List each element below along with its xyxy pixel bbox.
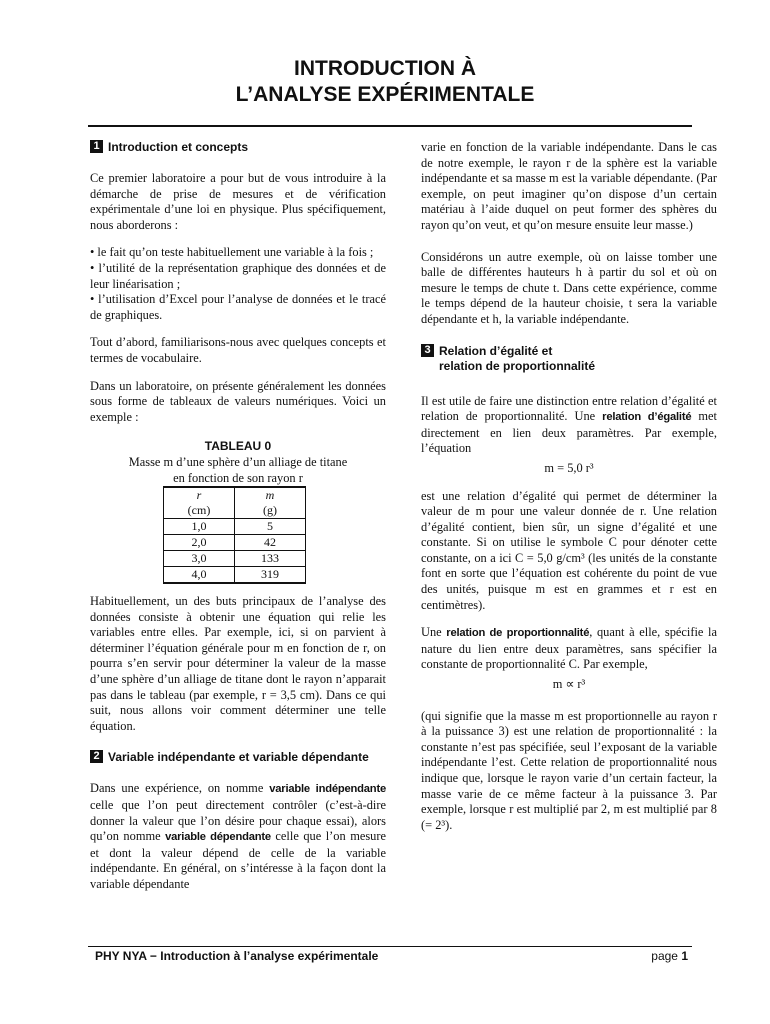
section-3-number: 3 — [421, 344, 434, 357]
section-2-number: 2 — [90, 750, 103, 763]
equation-proportionality: m ∝ r³ — [552, 677, 586, 692]
table-cell-m: 133 — [235, 551, 306, 567]
bullet-item: • l’utilisation d’Excel pour l’analyse de données et le tracé de graphiques. — [90, 292, 386, 322]
page-title — [0, 56, 770, 108]
data-table — [163, 486, 306, 584]
section-1-heading — [90, 140, 386, 155]
table-caption-line-1: Masse m d’une sphère d’un alliage de titane — [128, 454, 348, 469]
table-caption-line-2: en fonction de son rayon r — [173, 470, 303, 485]
column-header-m: m — [235, 487, 306, 503]
table-row — [164, 567, 306, 584]
table-cell-m: 5 — [235, 519, 306, 535]
table-row — [164, 519, 306, 535]
falling-ball-paragraph: Considérons un autre exemple, où on laisse tomber une balle de différentes hauteurs h à partir du sol et où on mesure le temps de chute t. Dans cette expérience, comme le temps dépend de la hauteur choisie, t sera la variable dépendante et h, la variable indépendante. — [421, 249, 717, 326]
analysis-paragraph: Habituellement, un des buts principaux de l’analyse des données consiste à obtenir une équation qui relie les variables entre elles. Par exemple, ici, si on parvient à déterminer l’équation générale pour m en fonction de r, on pourra s’en servir pour déterminer la valeur de la masse d’une sphère d’un alliage de titane dont le rayon n’apparait pas dans le tableau (par exemple, r = 3,5 cm). Dans ce qui suit, nous allons voir comment déterminer une telle équation. — [90, 594, 386, 733]
equation-equality: m = 5,0 r³ — [544, 460, 594, 475]
table-cell-m: 42 — [235, 535, 306, 551]
footer-rule — [88, 946, 692, 947]
column-unit-m: (g) — [235, 503, 306, 519]
title-rule — [88, 125, 692, 127]
bullet-item: • le fait qu’on teste habituellement une variable à la fois ; — [90, 245, 374, 260]
table-row — [164, 551, 306, 567]
proportionality-intro-paragraph: Une relation de proportionnalité, quant à elle, spécifie la nature du lien entre deux paramètres, sans spécifier la constante de proportionnalité C. Par exemple, — [421, 625, 718, 672]
title-line-1: INTRODUCTION À — [294, 57, 476, 80]
section-1-number: 1 — [90, 140, 103, 153]
keyword-dependent: variable dépendante — [165, 831, 271, 844]
keyword-independent: variable indépendante — [269, 783, 386, 796]
variables-paragraph: Dans une expérience, on nomme variable indépendante celle que l’on peut directement contrôler (c’est-à-dire donner la valeur que l’on désire pour chaque essai), alors qu’on nomme variable dépendante celle que l’on mesure et dont la valeur dépend de celle de la variable indépendante. En général, on s’intéresse à la façon dont la variable dépendante — [90, 781, 386, 891]
bullet-item: • l’utilité de la représentation graphique des données et de leur linéarisation ; — [90, 260, 386, 291]
tables-paragraph: Dans un laboratoire, on présente généralement les données sous forme de tableaux de valeurs numériques. Voici un exemple : — [90, 378, 386, 424]
section-1-title: Introduction et concepts — [108, 140, 249, 154]
keyword-proportionality: relation de proportionnalité — [446, 627, 590, 640]
section-3-heading — [421, 344, 717, 374]
column-unit-r: (cm) — [164, 503, 235, 519]
footer-course-title: PHY NYA − Introduction à l’analyse expérimentale — [95, 949, 379, 963]
column-header-r: r — [164, 487, 235, 503]
section-3-title: Relation d’égalité et relation de proportionnalité — [439, 343, 596, 373]
variables-paragraph-continued: varie en fonction de la variable indépendante. Dans le cas de notre exemple, le rayon r de la sphère est la variable indépendante et sa masse m est la variable dépendante. (Par exemple, on peut imaginer qu’on dispose d’un certain matériau à l’aide duquel on peut former des sphères du rayon qu’on veut, et qu’on mesure ensuite leur masse.) — [421, 140, 717, 232]
equality-intro-paragraph: Il est utile de faire une distinction entre relation d’égalité et relation de proportionnalité. Une relation d’égalité met directement en lien deux paramètres. Par exemple, l’équation — [421, 393, 717, 456]
table-cell-r: 2,0 — [164, 535, 235, 551]
title-line-2: L’ANALYSE EXPÉRIMENTALE — [235, 83, 535, 106]
left-column — [90, 140, 386, 905]
section-2-heading — [90, 750, 386, 765]
table-cell-r: 1,0 — [164, 519, 235, 535]
table-units-row — [164, 503, 306, 519]
equality-paragraph: est une relation d’égalité qui permet de déterminer la valeur de m pour une valeur donnée de r. Une relation d’égalité contient, bien sûr, un signe d’égalité et une constante. Si on utilise le symbole C pour dénoter cette constante, on a ici C = 5,0 g/cm³ (les unités de la constante font en sorte que l’équation est cohérente du point de vue des unités, puisque m est en grammes et r est en centimètres). — [421, 488, 717, 612]
footer-page-number: page 1 — [651, 949, 688, 963]
table-title: TABLEAU 0 — [204, 439, 272, 454]
section-2-title: Variable indépendante et variable dépendante — [108, 750, 369, 765]
table-header-row — [164, 487, 306, 503]
keyword-equality: relation d’égalité — [602, 411, 692, 424]
table-cell-r: 4,0 — [164, 567, 235, 584]
proportionality-paragraph: (qui signifie que la masse m est proportionnelle au rayon r à la puissance 3) est une relation de proportionnalité : la constante n’est pas spécifiée, seul l’exposant de la variable indépendante l’est. Cette relation de proportionnalité nous indique que, lorsque le rayon varie d’un certain facteur, la masse varie de ce même facteur à la puissance 3. Par exemple, lorsque r est multiplié par 2, m est multiplié par 8 (= 2³). — [421, 708, 717, 832]
table-cell-r: 3,0 — [164, 551, 235, 567]
right-column — [421, 140, 717, 845]
table-row — [164, 535, 306, 551]
vocab-paragraph: Tout d’abord, familiarisons-nous avec quelques concepts et termes de vocabulaire. — [90, 335, 386, 365]
table-cell-m: 319 — [235, 567, 306, 584]
intro-paragraph: Ce premier laboratoire a pour but de vous introduire à la démarche de prise de mesures et de vérification expérimentale d’une loi en physique. Plus spécifiquement, nous aborderons : — [90, 171, 386, 232]
